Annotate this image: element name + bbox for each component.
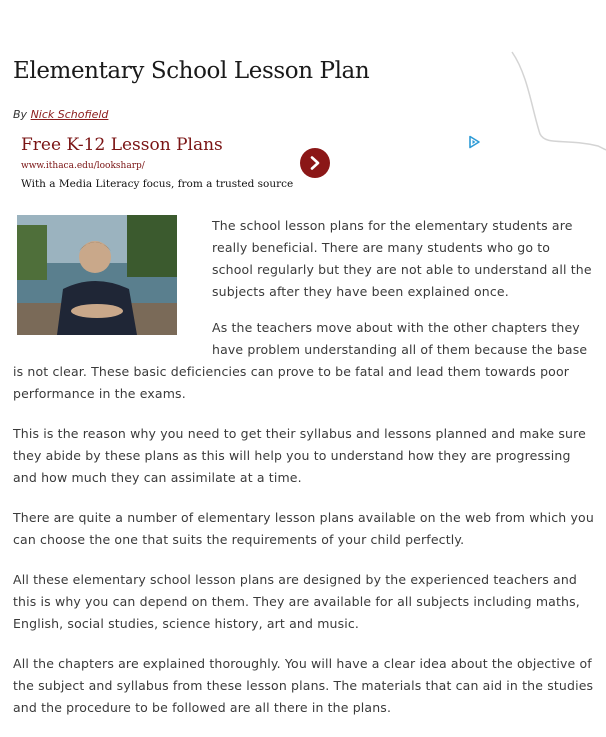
adchoices-icon[interactable]: [467, 135, 481, 149]
author-link[interactable]: Nick Schofield: [30, 108, 109, 121]
ad-go-button[interactable]: [300, 148, 330, 178]
article-body: [13, 215, 595, 719]
ad-title[interactable]: Free K-12 Lesson Plans: [21, 135, 223, 155]
paragraph: As the teachers move about with the other chapters they have problem understanding all of them because the base is not clear. These basic deficiencies can prove to be fatal and lead them towards poor performance in the exams.: [13, 320, 588, 401]
article-title: Elementary School Lesson Plan: [13, 58, 370, 84]
ad-block[interactable]: [13, 135, 595, 197]
author-photo: [17, 215, 177, 335]
paragraph: The school lesson plans for the elementary students are really beneficial. There are many students who go to school regularly but they are not able to understand all the subjects after they have been explained once.: [212, 218, 592, 299]
paragraph: There are quite a number of elementary lesson plans available on the web from which you can choose the one that suits the requirements of your child perfectly.: [13, 510, 594, 547]
byline-prefix: By: [13, 108, 28, 121]
paragraph: All these elementary school lesson plans are designed by the experienced teachers and this is why you can depend on them. They are available for all subjects including maths, English, social studies, science history, art and music.: [13, 572, 580, 631]
article: [13, 58, 595, 737]
ad-url[interactable]: www.ithaca.edu/looksharp/: [21, 161, 145, 171]
chevron-right-icon: [308, 156, 322, 170]
paragraph: All the chapters are explained thoroughly. You will have a clear idea about the objective of the subject and syllabus from these lesson plans. The materials that can aid in the studies and the procedure to be followed are all there in the plans.: [13, 656, 594, 715]
byline: [13, 108, 595, 121]
paragraph: This is the reason why you need to get their syllabus and lessons planned and make sure they abide by these plans as this will help you to understand how they are progressing and how much they can assimilate at a time.: [13, 426, 586, 485]
ad-description: With a Media Literacy focus, from a trusted source: [21, 178, 294, 190]
